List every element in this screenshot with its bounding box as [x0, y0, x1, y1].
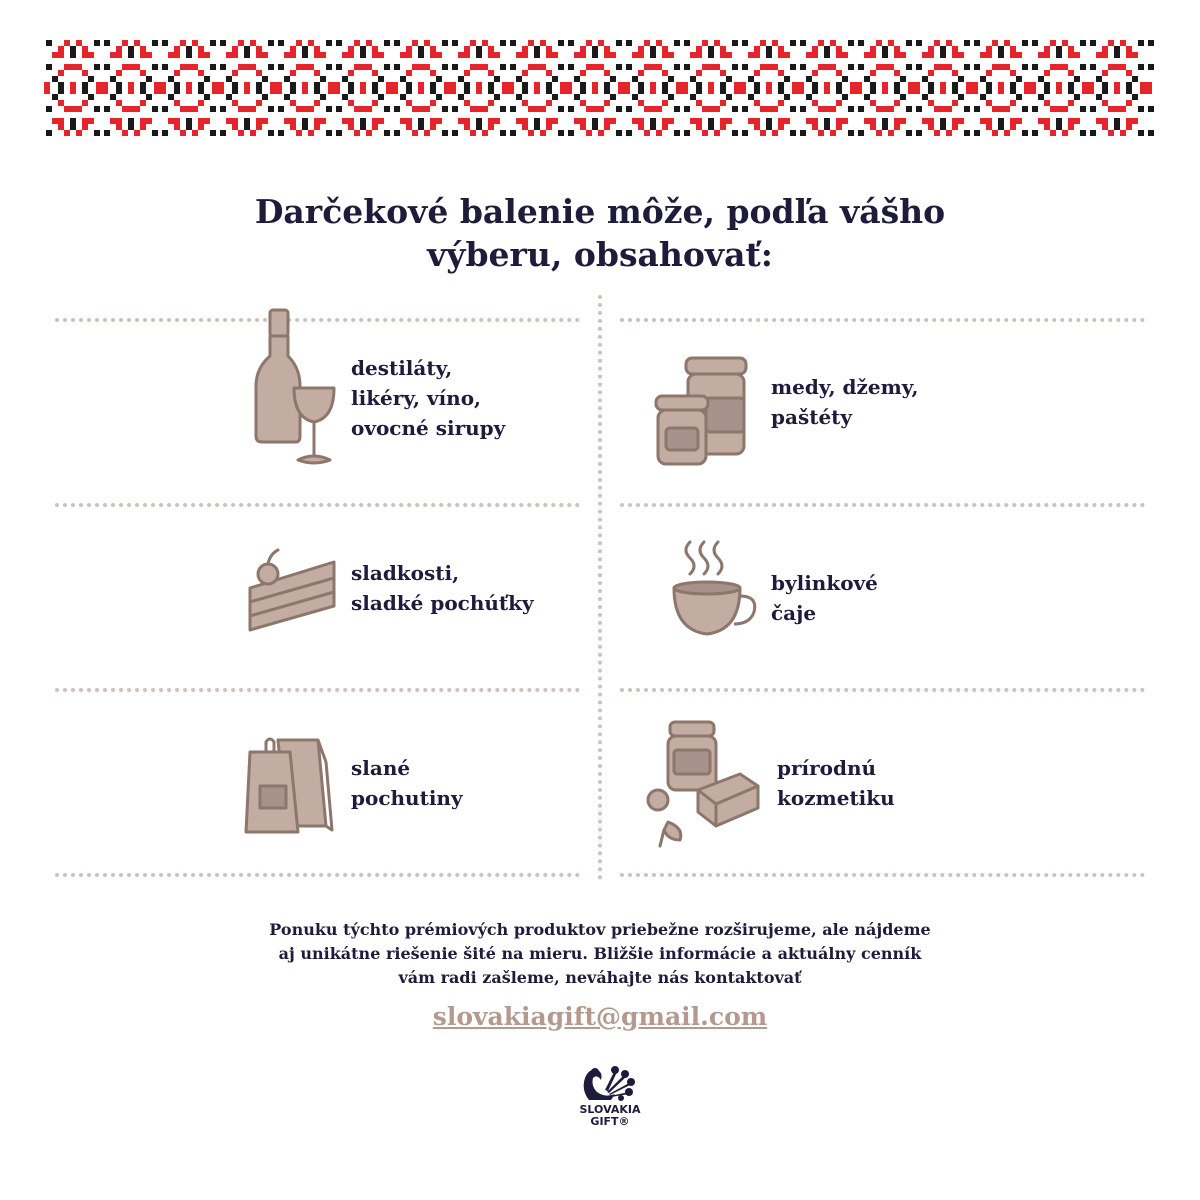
item-label-salty-snacks — [351, 753, 463, 813]
grid-divider-row1-right — [620, 503, 1145, 507]
page-heading-line-1: Darčekové balenie môže, podľa vášho — [254, 192, 946, 231]
item-label-line: paštéty — [771, 405, 853, 429]
grid-divider-row1-left — [55, 503, 580, 507]
item-label-line: čaje — [771, 601, 817, 625]
footer-description — [150, 918, 1050, 990]
item-label-line: likéry, víno, — [351, 386, 482, 410]
page-heading — [150, 190, 1050, 276]
peacock-logo-icon — [575, 1060, 645, 1104]
item-label-spirits — [351, 353, 505, 443]
item-label-line: slané — [351, 756, 411, 780]
page-heading-line-2: výberu, obsahovať: — [427, 235, 773, 274]
grid-divider-top-right — [620, 318, 1145, 322]
logo-text-line-1: SLOVAKIA — [579, 1103, 641, 1116]
contact-email-link[interactable]: slovakiagift@gmail.com — [432, 1002, 768, 1031]
grid-divider-bottom-right — [620, 873, 1145, 877]
item-label-line: prírodnú — [777, 756, 877, 780]
item-label-line: medy, džemy, — [771, 375, 919, 399]
grid-divider-bottom-left — [55, 873, 580, 877]
item-label-line: bylinkové — [771, 571, 878, 595]
bottle-and-wineglass-icon — [242, 306, 342, 470]
cosmetics-icon — [640, 716, 764, 852]
item-label-herbal-teas — [771, 568, 878, 628]
snack-bags-icon — [242, 732, 342, 838]
footer-line-3: vám radi zašleme, neváhajte nás kontaktovať — [398, 968, 802, 987]
footer-line-1: Ponuku týchto prémiových produktov priebežne rozširujeme, ale nájdeme — [269, 920, 931, 939]
item-label-line: kozmetiku — [777, 786, 895, 810]
item-label-line: ovocné sirupy — [351, 416, 506, 440]
brand-logo — [575, 1060, 645, 1128]
item-label-honey-jams — [771, 372, 918, 432]
grid-vertical-divider — [598, 295, 602, 880]
tea-cup-icon — [662, 538, 762, 642]
item-label-sweets — [351, 558, 534, 618]
item-label-line: sladkosti, — [351, 561, 460, 585]
logo-text-line-2: GIFT® — [590, 1115, 630, 1128]
folk-embroidery-border — [44, 40, 1154, 136]
grid-divider-row2-left — [55, 688, 580, 692]
footer-line-2: aj unikátne riešenie šité na mieru. Bližšie informácie a aktuálny cenník — [278, 944, 922, 963]
item-label-natural-cosmetics — [777, 753, 895, 813]
item-label-line: sladké pochúťky — [351, 591, 534, 615]
item-label-line: pochutiny — [351, 786, 463, 810]
cake-slice-icon — [242, 544, 342, 644]
jars-icon — [652, 352, 756, 468]
grid-divider-row2-right — [620, 688, 1145, 692]
item-label-line: destiláty, — [351, 356, 453, 380]
